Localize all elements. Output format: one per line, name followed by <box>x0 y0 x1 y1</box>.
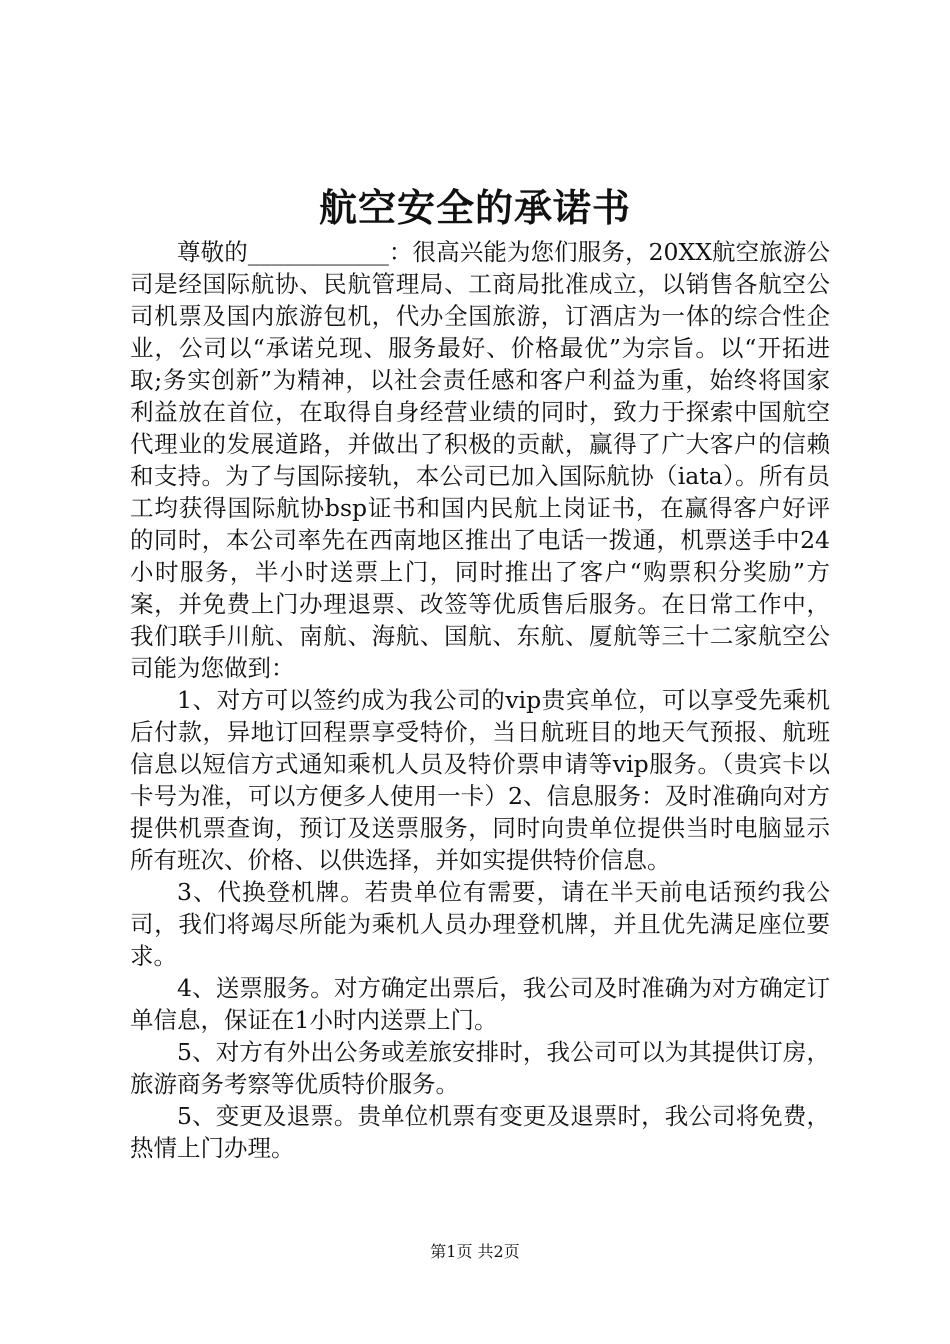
document-title: 航空安全的承诺书 <box>318 185 631 230</box>
document-body <box>130 236 830 1164</box>
page-footer: 第1页 共2页 <box>430 1242 520 1261</box>
paragraph-item-3: 3、代换登机牌。若贵单位有需要，请在半天前电话预约我公司，我们将竭尽所能为乘机人员办理登机牌，并且优先满足座位要求。 <box>130 878 830 970</box>
paragraph-item-1-2: 1、对方可以签约成为我公司的vip贵宾单位，可以享受先乘机后付款，异地订回程票享受特价，当日航班目的地天气预报、航班信息以短信方式通知乘机人员及特价票申请等vip服务。（贵宾卡以卡号为准，可以方便多人使用一卡）2、信息服务：及时准确向对方提供机票查询，预订及送票服务，同时向贵单位提供当时电脑显示所有班次、价格、以供选择，并如实提供特价信息。 <box>130 686 830 874</box>
paragraph-item-5b: 5、变更及退票。贵单位机票有变更及退票时，我公司将免费，热情上门办理。 <box>130 1102 830 1162</box>
paragraph-item-5a: 5、对方有外出公务或差旅安排时，我公司可以为其提供订房，旅游商务考察等优质特价服务。 <box>130 1038 830 1098</box>
paragraph-intro: 尊敬的____________：很高兴能为您们服务，20XX航空旅游公司是经国际航协、民航管理局、工商局批准成立，以销售各航空公司机票及国内旅游包机，代办全国旅游，订酒店为一体的综合性企业，公司以“承诺兑现、服务最好、价格最优”为宗旨。以“开拓进取;务实创新”为精神，以社会责任感和客户利益为重，始终将国家利益放在首位，在取得自身经营业绩的同时，致力于探索中国航空代理业的发展道路，并做出了积极的贡献，赢得了广大客户的信赖和支持。为了与国际接轨，本公司已加入国际航协（iata）。所有员工均获得国际航协bsp证书和国内民航上岗证书，在赢得客户好评的同时，本公司率先在西南地区推出了电话一拨通，机票送手中24小时服务，半小时送票上门，同时推出了客户“购票积分奖励”方案，并免费上门办理退票、改签等优质售后服务。在日常工作中，我们联手川航、南航、海航、国航、东航、厦航等三十二家航空公司能为您做到： <box>130 238 830 682</box>
paragraph-item-4: 4、送票服务。对方确定出票后，我公司及时准确为对方确定订单信息，保证在1小时内送票上门。 <box>130 974 830 1034</box>
